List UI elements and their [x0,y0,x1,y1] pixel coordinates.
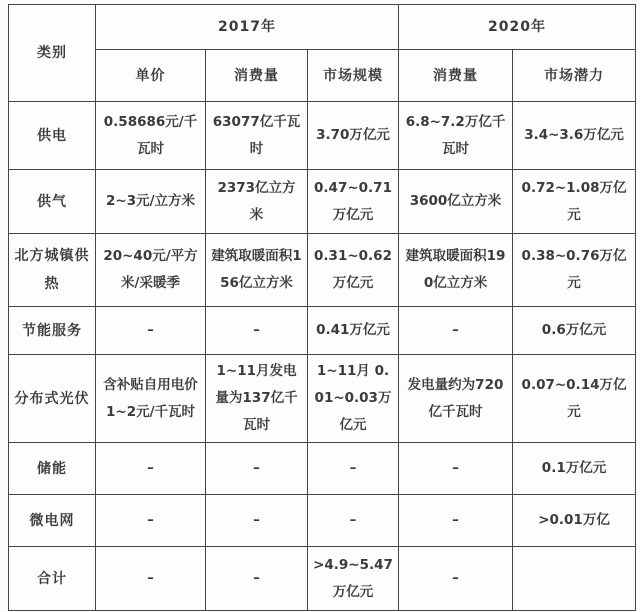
cell-market-potential: 0.6万亿元 [513,307,636,355]
cell-market-scale: 1~11月 0.01~0.03万亿元 [308,355,399,443]
cell-consumption-2017: 建筑取暖面积156亿立方米 [206,234,308,307]
cell-category: 储能 [9,443,96,495]
cell-consumption-2017: – [206,495,308,547]
cell-market-scale: 0.47~0.71万亿元 [308,170,399,234]
table-row-microgrid [9,495,636,547]
cell-market-potential: >0.01万亿 [513,495,636,547]
cell-unit-price: – [96,443,206,495]
cell-category: 分布式光伏 [9,355,96,443]
cell-category: 合计 [9,547,96,611]
cell-market-scale: >4.9~5.47万亿元 [308,547,399,611]
cell-consumption-2020: 建筑取暖面积190亿立方米 [399,234,513,307]
cell-market-scale: 0.31~0.62万亿元 [308,234,399,307]
cell-category: 北方城镇供热 [9,234,96,307]
cell-unit-price: 2~3元/立方米 [96,170,206,234]
table-row-total [9,547,636,611]
cell-market-potential: 3.4~3.6万亿元 [513,102,636,170]
header-consumption-2020: 消费量 [399,50,513,102]
table-row-energy-saving-service [9,307,636,355]
table-row-northern-heating [9,234,636,307]
table-row-gas-supply [9,170,636,234]
cell-category: 节能服务 [9,307,96,355]
cell-consumption-2020: 发电量约为720亿千瓦时 [399,355,513,443]
cell-consumption-2017: – [206,443,308,495]
cell-unit-price: – [96,547,206,611]
cell-consumption-2017: – [206,547,308,611]
header-group-2017: 2017年 [96,5,399,50]
cell-consumption-2020: – [399,547,513,611]
cell-market-potential: 0.07~0.14万亿元 [513,355,636,443]
cell-unit-price: 0.58686元/千瓦时 [96,102,206,170]
cell-market-scale: 0.41万亿元 [308,307,399,355]
header-consumption-2017: 消费量 [206,50,308,102]
cell-consumption-2020: – [399,495,513,547]
header-group-2020: 2020年 [399,5,636,50]
cell-unit-price: – [96,495,206,547]
cell-consumption-2017: – [206,307,308,355]
cell-consumption-2020: – [399,307,513,355]
header-category: 类别 [9,5,96,102]
cell-market-potential: 0.1万亿元 [513,443,636,495]
cell-market-scale: – [308,443,399,495]
cell-market-potential: 0.38~0.76万亿元 [513,234,636,307]
cell-market-potential: 0.72~1.08万亿元 [513,170,636,234]
cell-unit-price: 含补贴自用电价1~2元/千瓦时 [96,355,206,443]
table-row-energy-storage [9,443,636,495]
cell-consumption-2020: 3600亿立方米 [399,170,513,234]
header-unit-price: 单价 [96,50,206,102]
cell-unit-price: – [96,307,206,355]
cell-consumption-2017: 63077亿千瓦时 [206,102,308,170]
cell-market-scale: 3.70万亿元 [308,102,399,170]
cell-consumption-2017: 1~11月发电量为137亿千瓦时 [206,355,308,443]
cell-consumption-2020: 6.8~7.2万亿千瓦时 [399,102,513,170]
cell-consumption-2017: 2373亿立方米 [206,170,308,234]
table-row-power-supply [9,102,636,170]
energy-market-table-container [8,4,636,611]
cell-market-scale: – [308,495,399,547]
header-market-potential: 市场潜力 [513,50,636,102]
header-row-columns [9,50,636,102]
energy-market-table [8,4,636,611]
table-row-distributed-pv [9,355,636,443]
cell-consumption-2020: – [399,443,513,495]
cell-category: 微电网 [9,495,96,547]
cell-category: 供气 [9,170,96,234]
header-row-groups [9,5,636,50]
header-market-scale: 市场规模 [308,50,399,102]
cell-market-potential [513,547,636,611]
cell-unit-price: 20~40元/平方米/采暖季 [96,234,206,307]
cell-category: 供电 [9,102,96,170]
